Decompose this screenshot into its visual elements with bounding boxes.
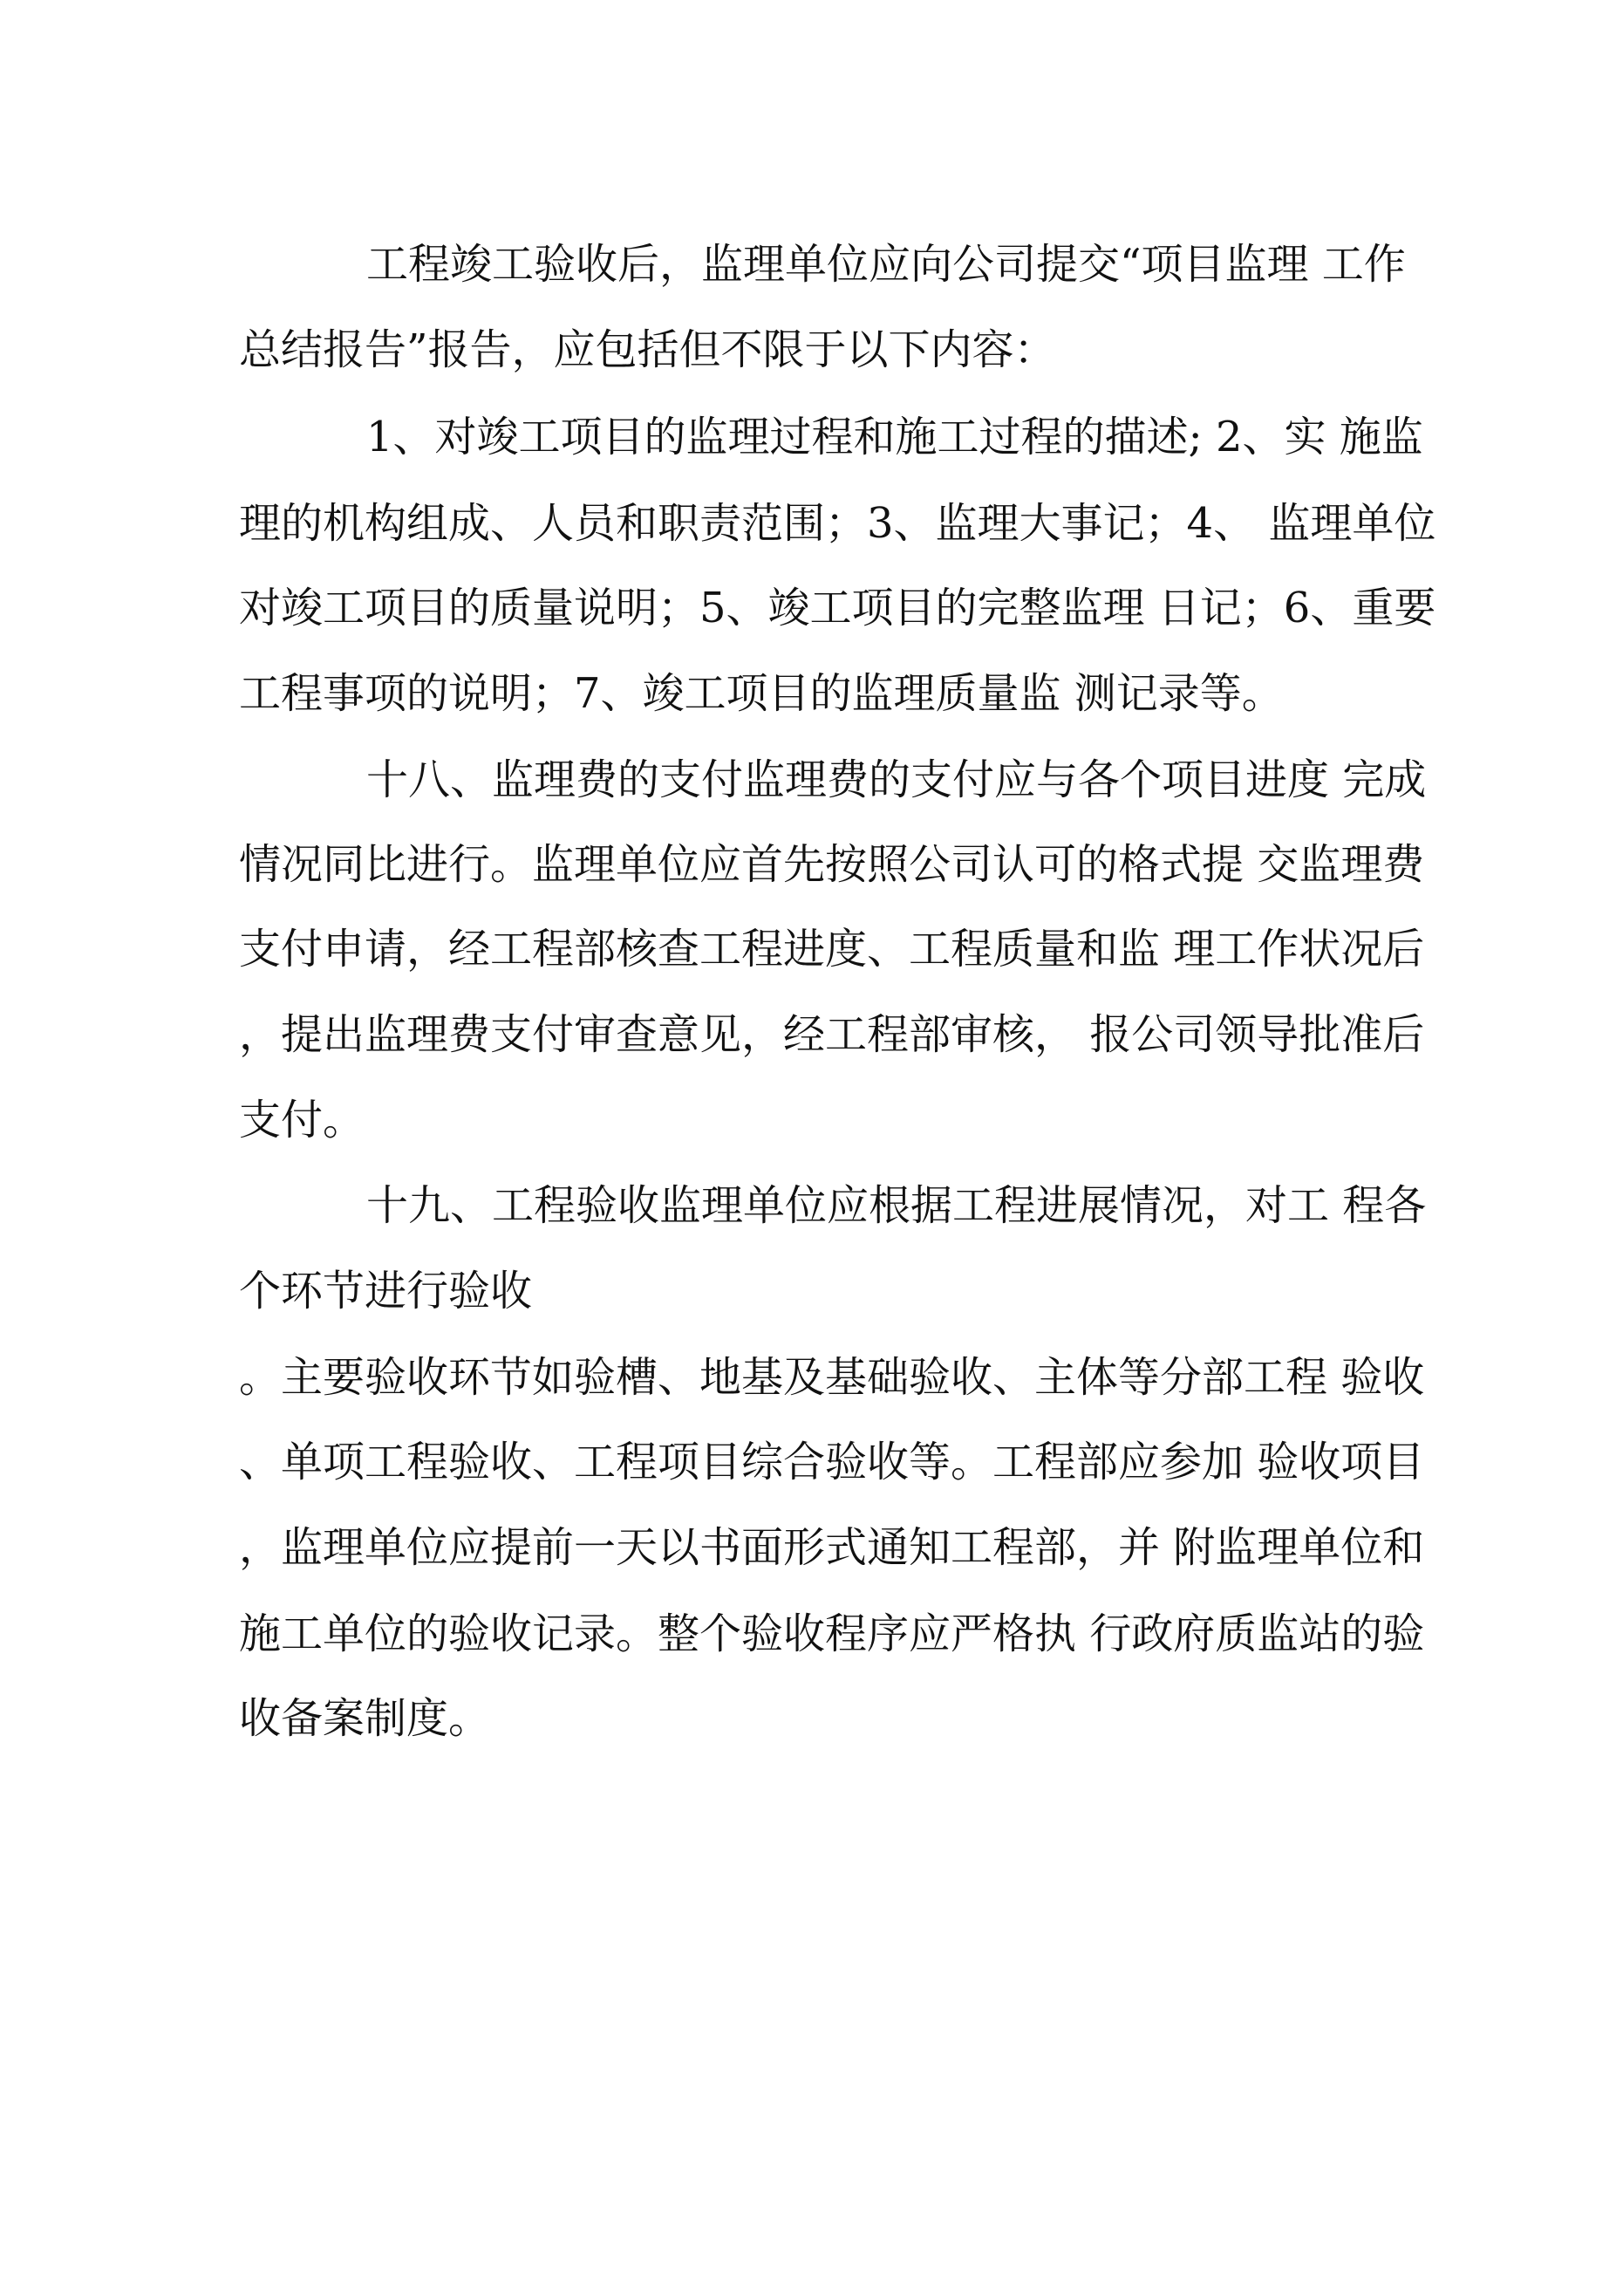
paragraph-4-line-2: 个环节进行验收 (239, 1267, 533, 1315)
paragraph-3-line-3: 支付申请，经工程部核查工程进度、工程质量和监 理工作状况后 (239, 925, 1425, 974)
paragraph-3-line-1: 十八、监理费的支付监理费的支付应与各个项目进度 完成 (366, 755, 1427, 804)
paragraph-4-line-7: 收备案制度。 (239, 1694, 491, 1743)
paragraph-2-line-4: 工程事项的说明；7、竣工项目的监理质量监 测记录等。 (239, 669, 1284, 718)
paragraph-4-line-5: ，监理单位应提前一天以书面形式通知工程部，并 附监理单位和 (239, 1523, 1425, 1572)
paragraph-3-line-2: 情况同比进行。监理单位应首先按照公司认可的格式提 交监理费 (239, 840, 1425, 889)
paragraph-2-line-2: 理的机构组成、人员和职责范围；3、监理大事记；4、 监理单位 (239, 499, 1436, 548)
paragraph-3-line-5: 支付。 (239, 1096, 365, 1145)
paragraph-4-line-4: 、单项工程验收、工程项目综合验收等。工程部应参加 验收项目 (239, 1438, 1425, 1486)
paragraph-4-line-6: 施工单位的验收记录。整个验收程序应严格执 行政府质监站的验 (239, 1609, 1425, 1658)
paragraph-2-line-1: 1、对竣工项目的监理过程和施工过程的描述; 2、实 施监 (366, 413, 1423, 461)
paragraph-4-line-1: 十九、工程验收监理单位应根据工程进展情况，对工 程各 (366, 1181, 1427, 1230)
paragraph-1-line-2: 总结报告”报告，应包括但不限于以下内容： (239, 325, 1056, 374)
paragraph-2-line-3: 对竣工项目的质量说明；5、竣工项目的完整监理 日记；6、重要 (239, 584, 1436, 632)
paragraph-3-line-4: ，提出监理费支付审查意见，经工程部审核， 报公司领导批准后 (239, 1010, 1425, 1059)
paragraph-4-line-3: 。主要验收环节如验槽、地基及基础验收、主体等分部工程 验收 (239, 1353, 1425, 1402)
paragraph-1-line-1: 工程竣工验收后，监理单位应向公司提交“项目监理 工作 (366, 240, 1406, 289)
